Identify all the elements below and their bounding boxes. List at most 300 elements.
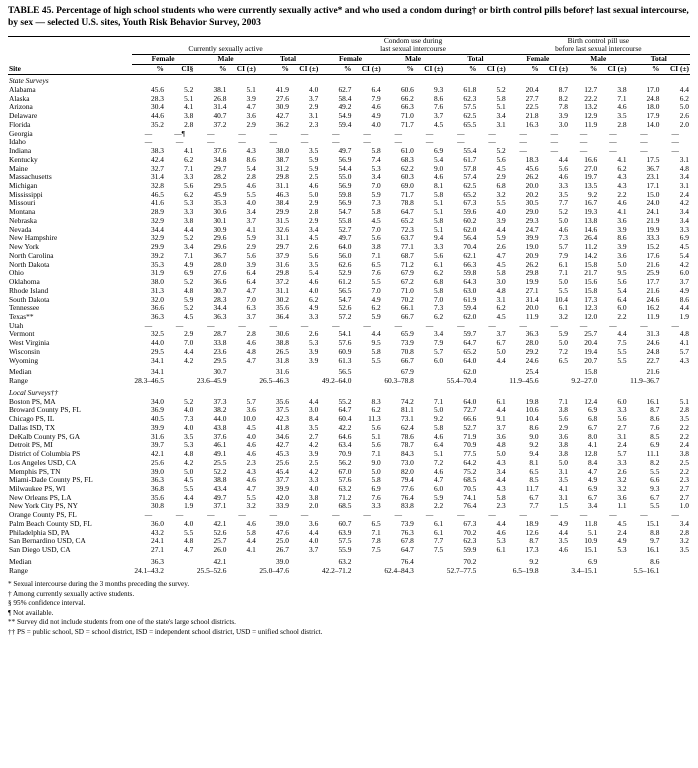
state-row-15-cell-3: 3.7 bbox=[246, 215, 256, 225]
local-range-cell-2: 25.5–52.6 bbox=[196, 565, 227, 575]
state-row-14-cell-1: 3.3 bbox=[184, 207, 194, 217]
state-row-2-cell-2: 31.4 bbox=[213, 102, 227, 112]
header-pct-8: % bbox=[589, 63, 598, 73]
state-row-12-cell-2: 45.9 bbox=[213, 189, 227, 199]
local-row-11-cell-12: 6.7 bbox=[529, 492, 539, 502]
local-row-9-site-label: Miami-Dade County PS, FL bbox=[9, 475, 93, 485]
state-row-27-cell-8: — bbox=[394, 320, 403, 330]
local-row-6-cell-9: 5.1 bbox=[434, 449, 444, 459]
local-row-12-cell-9: 2.2 bbox=[434, 501, 444, 511]
state-row-29-cell-17: 4.1 bbox=[679, 338, 689, 348]
local-row-3-cell-4: 41.8 bbox=[275, 422, 289, 432]
state-row-8-cell-9: 5.4 bbox=[434, 154, 444, 164]
state-row-7-cell-4: 38.0 bbox=[275, 146, 289, 156]
state-row-25-cell-4: 35.6 bbox=[275, 303, 289, 313]
local-row-14-cell-6: 60.7 bbox=[338, 518, 352, 528]
state-row-28-cell-2: 28.7 bbox=[213, 329, 227, 339]
state-row-0-cell-17: 4.4 bbox=[679, 84, 689, 94]
state-row-26-cell-3: 3.7 bbox=[246, 312, 256, 322]
state-row-10-cell-11: 2.9 bbox=[496, 172, 506, 182]
state-row-12-cell-0: 46.5 bbox=[151, 189, 164, 199]
state-row-1-cell-15: 7.1 bbox=[617, 93, 627, 103]
state-row-13-cell-11: 5.5 bbox=[496, 198, 506, 208]
state-row-25-cell-5: 4.9 bbox=[309, 303, 319, 313]
state-row-15-cell-9: 5.8 bbox=[434, 215, 444, 225]
local-row-1-cell-3: 3.6 bbox=[246, 405, 256, 415]
state-row-20-cell-0: 35.3 bbox=[151, 259, 164, 269]
local-row-1-cell-9: 5.0 bbox=[434, 405, 444, 415]
local-median-cell-1 bbox=[165, 558, 194, 567]
local-row-9-cell-4: 37.7 bbox=[275, 475, 289, 485]
state-row-11-cell-5: 4.6 bbox=[309, 181, 319, 190]
state-row-26-cell-12: 11.9 bbox=[525, 312, 539, 322]
state-row-14-cell-12: 29.0 bbox=[525, 207, 539, 217]
state-row-19-cell-7: 7.1 bbox=[371, 250, 381, 260]
table-row bbox=[8, 357, 690, 366]
local-row-11-cell-9: 5.9 bbox=[434, 492, 444, 502]
local-row-9-cell-7: 5.8 bbox=[371, 475, 381, 485]
state-row-7-cell-15: — bbox=[609, 146, 617, 156]
state-row-3-cell-5: 3.1 bbox=[309, 111, 319, 121]
state-row-10-cell-12: 26.2 bbox=[525, 172, 539, 182]
state-row-18-cell-1: 3.4 bbox=[184, 242, 194, 252]
local-row-13-cell-4: — bbox=[269, 510, 278, 520]
local-row-4-cell-13: 3.6 bbox=[558, 431, 568, 441]
state-row-30-cell-8: 70.8 bbox=[400, 346, 414, 356]
state-row-10-cell-7: 3.4 bbox=[371, 172, 381, 182]
state-row-28-cell-7: 4.4 bbox=[371, 329, 381, 339]
state-row-16-cell-16: 19.9 bbox=[646, 224, 660, 234]
state-row-19-cell-13: 7.9 bbox=[558, 250, 568, 260]
state-row-30-cell-10: 65.2 bbox=[463, 346, 477, 356]
local-row-3-cell-16: 7.6 bbox=[650, 422, 660, 432]
local-row-10-cell-16: 9.3 bbox=[650, 483, 660, 493]
state-row-31-cell-6: 61.3 bbox=[338, 355, 352, 365]
state-row-12-cell-6: 59.8 bbox=[338, 189, 352, 199]
local-row-6-cell-12: 9.4 bbox=[529, 449, 539, 459]
local-row-11-site-label: New Orleans PS, LA bbox=[9, 492, 72, 502]
state-row-3-cell-13: 3.9 bbox=[558, 111, 568, 121]
local-row-5-cell-4: 42.7 bbox=[275, 440, 289, 450]
local-row-16-cell-3: 4.4 bbox=[246, 536, 256, 546]
state-row-1-cell-5: 3.7 bbox=[309, 93, 319, 103]
local-row-10-site-label: Milwaukee PS, WI bbox=[9, 483, 66, 493]
local-row-4-cell-11: 3.6 bbox=[496, 431, 506, 441]
state-row-17-cell-2: 29.6 bbox=[213, 233, 227, 243]
state-row-26-cell-9: 6.2 bbox=[434, 312, 444, 322]
local-row-2-cell-3: 10.0 bbox=[242, 414, 256, 424]
state-row-17-cell-3: 5.9 bbox=[246, 233, 256, 243]
local-row-7-cell-15: 3.3 bbox=[617, 457, 627, 467]
state-row-17-site-label: New Hampshire bbox=[9, 233, 58, 243]
state-row-0-site-label: Alabama bbox=[9, 84, 36, 94]
state-row-7-cell-5: 3.5 bbox=[309, 146, 319, 156]
state-row-16-cell-15: 3.9 bbox=[617, 224, 627, 234]
local-row-5-cell-11: 4.8 bbox=[496, 440, 506, 450]
state-row-27-cell-7: — bbox=[363, 320, 371, 330]
state-row-22-site-label: Oklahoma bbox=[9, 277, 40, 287]
state-row-14-cell-11: 4.0 bbox=[496, 207, 506, 217]
local-row-12-cell-15: 1.1 bbox=[617, 501, 627, 511]
local-row-3-cell-13: 2.9 bbox=[558, 422, 568, 432]
local-row-8-cell-10: 75.2 bbox=[463, 466, 477, 476]
local-row-17-cell-9: 7.5 bbox=[434, 545, 444, 555]
state-row-9-cell-16: 36.7 bbox=[646, 163, 660, 173]
state-row-23-cell-14: 15.8 bbox=[584, 285, 598, 295]
state-row-22-cell-4: 37.2 bbox=[275, 277, 289, 287]
local-median-cell-10: 70.2 bbox=[463, 556, 477, 566]
state-row-23-cell-10: 63.0 bbox=[463, 285, 477, 295]
local-median-cell-0: 36.3 bbox=[151, 556, 164, 566]
state-row-13-cell-1: 5.3 bbox=[184, 198, 194, 208]
state-row-29-cell-9: 7.9 bbox=[434, 338, 444, 348]
local-row-8-cell-3: 4.3 bbox=[246, 466, 256, 476]
state-row-0-cell-5: 4.0 bbox=[309, 84, 319, 94]
state-row-21-cell-8: 67.9 bbox=[400, 268, 414, 278]
local-row-17-cell-8: 64.7 bbox=[400, 545, 414, 555]
state-row-4-cell-3: 2.9 bbox=[246, 119, 256, 129]
state-row-18-cell-17: 4.5 bbox=[679, 242, 689, 252]
local-row-15-cell-11: 4.6 bbox=[496, 527, 506, 537]
footnote-4: ** Survey did not include students from one of the state's large school districts. bbox=[8, 618, 236, 627]
state-range-row bbox=[8, 377, 690, 386]
state-row-24-cell-7: 4.9 bbox=[371, 294, 381, 304]
state-row-2-cell-8: 66.3 bbox=[400, 102, 414, 112]
state-row-16-cell-3: 4.1 bbox=[246, 224, 256, 234]
state-row-5-cell-7: — bbox=[363, 128, 371, 138]
state-row-14-cell-0: 28.9 bbox=[151, 207, 164, 217]
header-ci-3: CI (±) bbox=[299, 63, 319, 73]
state-row-1-cell-3: 3.9 bbox=[246, 93, 256, 103]
local-row-12-cell-13: 1.5 bbox=[558, 501, 568, 511]
state-row-30-cell-16: 24.8 bbox=[646, 346, 660, 356]
local-row-17-cell-16: 16.1 bbox=[646, 545, 660, 555]
state-row-7-cell-13: — bbox=[550, 146, 558, 156]
state-row-25-cell-12: 20.0 bbox=[525, 303, 539, 313]
state-row-8-cell-4: 38.7 bbox=[275, 154, 289, 164]
state-row-31-site-label: Wyoming bbox=[9, 355, 39, 365]
state-row-10-cell-9: 4.6 bbox=[434, 172, 444, 182]
local-row-5-cell-12: 9.2 bbox=[529, 440, 539, 450]
state-row-18-cell-0: 29.9 bbox=[151, 242, 164, 252]
state-row-5-cell-17: — bbox=[671, 128, 679, 138]
state-row-2-cell-0: 30.4 bbox=[151, 102, 164, 112]
local-row-14-cell-9: 6.1 bbox=[434, 518, 444, 528]
state-row-28-cell-16: 31.3 bbox=[646, 329, 660, 339]
local-median-cell-2: 42.1 bbox=[213, 556, 227, 566]
local-row-3-cell-0: 39.9 bbox=[151, 422, 164, 432]
state-row-12-cell-3: 5.5 bbox=[246, 189, 256, 199]
state-row-29-cell-15: 7.5 bbox=[617, 338, 627, 348]
local-row-1-cell-6: 64.7 bbox=[338, 405, 352, 415]
state-row-4-cell-10: 65.5 bbox=[463, 119, 477, 129]
local-row-7-cell-4: 25.6 bbox=[275, 457, 289, 467]
state-row-26-cell-1: 4.5 bbox=[184, 312, 194, 322]
local-row-5-cell-1: 5.3 bbox=[184, 440, 194, 450]
state-row-14-cell-17: 3.4 bbox=[679, 207, 689, 217]
local-row-6-cell-17: 3.8 bbox=[679, 449, 689, 459]
state-row-5-cell-6: — bbox=[332, 128, 340, 138]
state-row-26-site-label: Texas** bbox=[9, 312, 34, 322]
local-median-cell-5 bbox=[290, 558, 319, 567]
state-range-cell-10: 55.4–70.4 bbox=[446, 376, 477, 386]
state-row-25-cell-1: 5.2 bbox=[184, 303, 194, 313]
state-range-cell-14: 9.2–27.0 bbox=[571, 376, 598, 386]
local-row-16-cell-7: 7.8 bbox=[371, 536, 381, 546]
local-row-6-cell-11: 5.0 bbox=[496, 449, 506, 459]
local-row-15-cell-7: 7.1 bbox=[371, 527, 381, 537]
local-row-11-cell-4: 42.0 bbox=[275, 492, 289, 502]
local-row-0-cell-14: 12.4 bbox=[584, 396, 598, 406]
local-row-13-cell-13: — bbox=[550, 510, 558, 520]
state-row-18-cell-2: 29.6 bbox=[213, 242, 227, 252]
state-row-4-cell-1: 2.8 bbox=[184, 119, 194, 129]
state-row-9-cell-8: 62.2 bbox=[400, 163, 414, 173]
state-row-20-cell-13: 6.1 bbox=[558, 259, 568, 269]
state-row-9-cell-12: 45.6 bbox=[525, 163, 539, 173]
local-median-cell-6: 63.2 bbox=[338, 556, 352, 566]
table-row bbox=[8, 130, 690, 139]
local-row-16-cell-11: 5.3 bbox=[496, 536, 506, 546]
table-row bbox=[8, 313, 690, 322]
state-row-5-cell-2: — bbox=[207, 128, 215, 138]
state-row-23-cell-1: 4.8 bbox=[184, 285, 194, 295]
local-row-7-cell-3: 2.3 bbox=[246, 457, 256, 467]
state-row-7-cell-1: 4.1 bbox=[184, 146, 194, 156]
local-row-13-cell-16: — bbox=[640, 510, 648, 520]
local-row-7-cell-1: 4.2 bbox=[184, 457, 194, 467]
state-row-3-cell-4: 42.7 bbox=[275, 111, 289, 121]
state-median-cell-3 bbox=[227, 368, 256, 377]
state-row-20-cell-16: 21.6 bbox=[646, 259, 660, 269]
state-row-0-cell-9: 9.3 bbox=[434, 84, 444, 94]
local-median-cell-8: 76.4 bbox=[400, 556, 414, 566]
state-range-cell-2: 23.6–45.9 bbox=[196, 376, 227, 386]
state-row-6-site-label: Idaho bbox=[9, 137, 26, 147]
state-median-cell-14: 15.8 bbox=[584, 367, 598, 377]
local-row-7-cell-0: 25.6 bbox=[151, 457, 164, 467]
local-row-0-cell-6: 55.2 bbox=[338, 396, 352, 406]
local-row-0-cell-7: 8.3 bbox=[371, 396, 381, 406]
state-row-25-cell-14: 12.3 bbox=[584, 303, 598, 313]
local-row-11-cell-8: 76.4 bbox=[400, 492, 414, 502]
state-row-21-cell-0: 31.9 bbox=[151, 268, 164, 278]
state-row-31-cell-5: 3.9 bbox=[309, 355, 319, 365]
state-row-13-cell-8: 78.8 bbox=[400, 198, 414, 208]
local-row-9-cell-0: 36.3 bbox=[151, 475, 164, 485]
state-row-4-cell-8: 71.7 bbox=[400, 119, 414, 129]
state-row-20-cell-12: 26.2 bbox=[525, 259, 539, 269]
group-header-currently-sexually-active: Currently sexually active bbox=[132, 36, 319, 54]
local-row-6-cell-3: 4.6 bbox=[246, 449, 256, 459]
local-row-15-cell-13: 4.4 bbox=[558, 527, 568, 537]
state-row-4-cell-17: 2.0 bbox=[679, 119, 689, 129]
state-row-22-cell-12: 19.9 bbox=[525, 277, 539, 287]
state-row-13-cell-14: 16.7 bbox=[584, 198, 598, 208]
local-row-2-cell-2: 44.0 bbox=[213, 414, 227, 424]
state-row-23-cell-2: 30.7 bbox=[213, 285, 227, 295]
state-row-16-cell-6: 52.7 bbox=[338, 224, 352, 234]
local-row-8-cell-7: 5.0 bbox=[371, 466, 381, 476]
state-row-23-cell-12: 27.1 bbox=[525, 285, 539, 295]
state-row-27-cell-4: — bbox=[269, 320, 278, 330]
state-row-10-cell-4: 29.8 bbox=[275, 172, 289, 182]
local-row-7-cell-14: 8.4 bbox=[587, 457, 598, 467]
state-row-19-cell-14: 14.2 bbox=[584, 250, 598, 260]
state-row-17-cell-11: 5.9 bbox=[496, 233, 506, 243]
state-row-26-cell-7: 5.9 bbox=[371, 312, 381, 322]
state-row-30-cell-17: 5.7 bbox=[679, 346, 689, 356]
local-range-cell-1 bbox=[165, 567, 194, 576]
local-row-10-cell-15: 3.2 bbox=[617, 483, 627, 493]
state-row-6-cell-8: — bbox=[394, 137, 403, 147]
local-row-11-cell-11: 5.8 bbox=[496, 492, 506, 502]
local-row-13-cell-17: — bbox=[671, 510, 679, 520]
state-median-cell-9 bbox=[415, 368, 444, 377]
local-row-2-cell-8: 73.1 bbox=[400, 414, 414, 424]
local-row-5-cell-13: 3.8 bbox=[558, 440, 568, 450]
local-row-17-cell-11: 6.1 bbox=[496, 545, 506, 555]
state-row-21-site-label: Ohio bbox=[9, 268, 24, 278]
local-row-9-cell-8: 79.4 bbox=[400, 475, 414, 485]
header-group-row bbox=[8, 36, 690, 54]
state-row-14-cell-15: 4.1 bbox=[617, 207, 627, 217]
local-row-14-cell-0: 36.0 bbox=[151, 518, 164, 528]
state-row-1-cell-7: 7.9 bbox=[371, 93, 381, 103]
local-row-11-cell-7: 7.6 bbox=[371, 492, 381, 502]
local-row-4-cell-9: 4.6 bbox=[434, 431, 444, 441]
state-row-13-cell-10: 67.3 bbox=[463, 198, 477, 208]
state-row-5-cell-5: — bbox=[300, 128, 309, 138]
state-row-18-cell-5: 2.6 bbox=[309, 242, 319, 252]
state-row-23-cell-3: 4.7 bbox=[246, 285, 256, 295]
local-median-cell-17 bbox=[660, 558, 690, 567]
state-row-14-cell-3: 3.4 bbox=[246, 207, 256, 217]
local-row-14-cell-12: 18.9 bbox=[525, 518, 539, 528]
state-row-30-cell-5: 3.9 bbox=[309, 346, 319, 356]
header-subgroup-row bbox=[8, 55, 690, 65]
footnote-0: * Sexual intercourse during the 3 months preceding the survey. bbox=[8, 580, 190, 589]
local-row-11-cell-3: 5.5 bbox=[246, 492, 256, 502]
state-row-15-cell-1: 3.8 bbox=[184, 215, 194, 225]
local-row-3-cell-17: 2.2 bbox=[679, 422, 689, 432]
local-row-2-cell-4: 42.3 bbox=[275, 414, 289, 424]
state-row-31-cell-7: 5.5 bbox=[371, 355, 381, 365]
state-row-24-cell-14: 17.3 bbox=[584, 294, 598, 304]
local-range-cell-12: 6.5–19.8 bbox=[512, 565, 539, 575]
local-row-5-cell-7: 5.6 bbox=[371, 440, 381, 450]
state-row-2-cell-6: 49.2 bbox=[338, 102, 352, 112]
state-row-29-cell-6: 57.6 bbox=[338, 338, 352, 348]
state-row-19-cell-1: 7.1 bbox=[184, 250, 194, 260]
state-row-8-cell-7: 7.4 bbox=[371, 154, 381, 164]
state-row-16-cell-1: 4.4 bbox=[184, 224, 194, 234]
state-row-27-cell-5: — bbox=[300, 320, 309, 330]
state-row-6-cell-2: — bbox=[207, 137, 215, 147]
local-row-5-cell-17: 2.4 bbox=[679, 440, 689, 450]
state-median-label: Median bbox=[9, 367, 32, 377]
state-row-29-cell-12: 28.0 bbox=[525, 338, 539, 348]
section-state-surveys: State Surveys bbox=[9, 76, 49, 86]
local-row-8-cell-5: 4.2 bbox=[309, 466, 319, 476]
local-row-14-cell-13: 4.9 bbox=[558, 518, 568, 528]
local-row-9-cell-11: 4.4 bbox=[496, 475, 506, 485]
state-row-7-cell-3: 4.3 bbox=[246, 146, 256, 156]
state-row-15-cell-13: 5.0 bbox=[558, 215, 568, 225]
local-row-9-cell-3: 4.6 bbox=[246, 475, 256, 485]
state-row-13-cell-7: 7.3 bbox=[371, 198, 381, 208]
state-row-17-cell-14: 26.4 bbox=[584, 233, 598, 243]
header-ci-7: CI (±) bbox=[548, 63, 568, 73]
state-row-2-cell-1: 4.1 bbox=[184, 102, 194, 112]
state-row-26-cell-17: 1.9 bbox=[679, 312, 689, 322]
local-range-cell-17 bbox=[660, 567, 690, 576]
state-range-cell-13 bbox=[540, 377, 569, 386]
state-row-11-cell-7: 7.0 bbox=[371, 181, 381, 190]
state-row-6-cell-15: — bbox=[609, 137, 617, 147]
state-row-16-cell-13: 4.6 bbox=[558, 224, 568, 234]
state-row-0-cell-10: 61.8 bbox=[463, 84, 477, 94]
group-header-condom-use-line1: Condom use during bbox=[383, 35, 443, 45]
state-median-cell-7 bbox=[352, 368, 381, 377]
state-row-31-cell-17: 4.3 bbox=[679, 355, 689, 365]
state-row-6-cell-1: — bbox=[175, 137, 184, 147]
local-row-9-cell-2: 38.8 bbox=[213, 475, 227, 485]
state-row-4-cell-9: 4.5 bbox=[434, 119, 444, 129]
local-row-3-cell-15: 2.7 bbox=[617, 422, 627, 432]
local-row-9-cell-17: 2.3 bbox=[679, 475, 689, 485]
local-row-15-cell-17: 2.8 bbox=[679, 527, 689, 537]
state-row-25-cell-11: 6.2 bbox=[496, 303, 506, 313]
state-row-5-cell-13: — bbox=[550, 128, 558, 138]
state-row-24-cell-6: 54.7 bbox=[338, 294, 352, 304]
state-row-7-cell-2: 37.6 bbox=[213, 146, 227, 156]
state-row-0-cell-4: 41.9 bbox=[275, 84, 289, 94]
state-row-20-site-label: North Dakota bbox=[9, 259, 50, 269]
state-row-3-cell-14: 12.9 bbox=[584, 111, 598, 121]
state-row-15-cell-5: 2.9 bbox=[309, 215, 319, 225]
state-row-27-cell-15: — bbox=[609, 320, 617, 330]
state-median-cell-16: 21.6 bbox=[646, 367, 660, 377]
state-row-20-cell-14: 15.8 bbox=[584, 259, 598, 269]
state-row-21-cell-4: 29.8 bbox=[275, 268, 289, 278]
local-row-11-cell-2: 49.7 bbox=[213, 492, 227, 502]
local-row-10-cell-10: 70.5 bbox=[463, 483, 477, 493]
state-row-4-cell-13: 3.0 bbox=[558, 119, 568, 129]
state-row-27-cell-0: — bbox=[144, 320, 153, 330]
local-row-12-cell-12: 7.7 bbox=[529, 501, 539, 511]
local-row-1-cell-0: 36.9 bbox=[151, 405, 164, 415]
local-median-cell-4: 39.0 bbox=[275, 556, 289, 566]
state-row-7-cell-9: 6.9 bbox=[434, 146, 444, 156]
state-row-4-cell-5: 2.3 bbox=[309, 119, 319, 129]
local-range-cell-0: 24.1–43.2 bbox=[134, 565, 164, 575]
state-row-20-cell-17: 4.2 bbox=[679, 259, 689, 269]
state-row-15-cell-4: 31.5 bbox=[275, 215, 289, 225]
local-row-10-cell-14: 6.9 bbox=[587, 483, 598, 493]
state-row-4-cell-0: 35.2 bbox=[151, 119, 164, 129]
state-row-23-cell-15: 5.4 bbox=[617, 285, 627, 295]
state-row-13-cell-3: 4.0 bbox=[246, 198, 256, 208]
state-row-9-cell-17: 4.8 bbox=[679, 163, 689, 173]
header-ci-4: CI (±) bbox=[361, 63, 381, 73]
local-row-2-cell-14: 6.8 bbox=[587, 414, 598, 424]
state-row-20-cell-8: 71.2 bbox=[400, 259, 414, 269]
local-row-12-cell-11: 2.3 bbox=[496, 501, 506, 511]
local-row-1-cell-12: 10.6 bbox=[525, 405, 539, 415]
state-row-1-cell-14: 22.2 bbox=[584, 93, 598, 103]
state-row-31-cell-11: 4.4 bbox=[496, 355, 506, 365]
